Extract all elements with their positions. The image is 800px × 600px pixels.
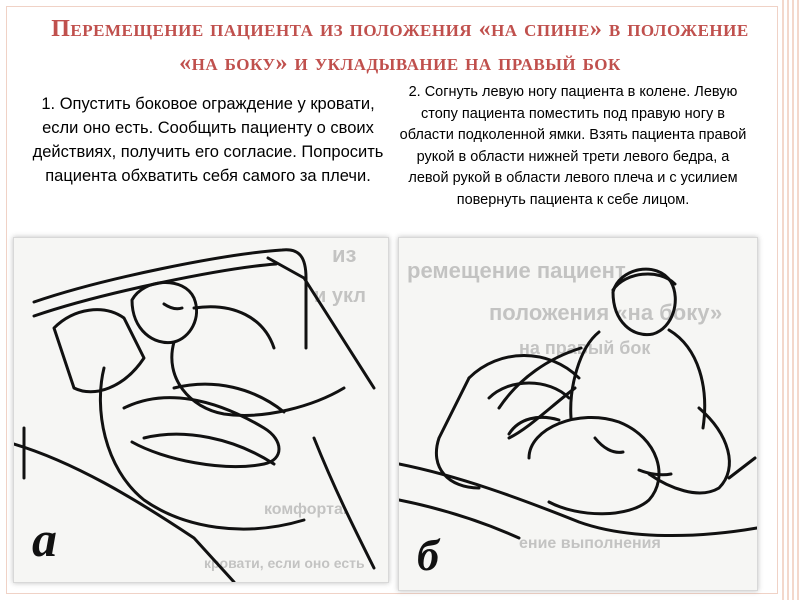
bleed-text: комфорта. bbox=[264, 501, 348, 518]
illustration-a bbox=[13, 237, 389, 583]
bleed-text: кровати, если оно есть bbox=[204, 555, 365, 571]
patient-in-bed-drawing bbox=[14, 238, 388, 582]
illustration-b bbox=[398, 237, 758, 591]
nurse-turning-patient-drawing bbox=[399, 238, 757, 590]
bleed-text: на правый бок bbox=[519, 338, 651, 358]
slide-title: Перемещение пациента из положения «на спине» в положение «на боку» и укладывание на правый бок bbox=[51, 16, 749, 76]
figure-letter-b: б bbox=[417, 531, 439, 580]
bleed-text: положения «на боку» bbox=[489, 300, 723, 325]
bleed-text: ение выполнения bbox=[519, 535, 661, 552]
bleed-text: из bbox=[332, 242, 357, 267]
bleed-text: и укл bbox=[314, 285, 366, 307]
figure-letter-a: а bbox=[32, 511, 57, 567]
bleed-text: ремещение пациент bbox=[407, 258, 626, 283]
step-1-text: 1. Опустить боковое ограждение у кровати, если оно есть. Сообщить пациенту о своих действиях, получить его согласие. Попросить пациента обхватить себя самого за плечи. bbox=[32, 95, 384, 185]
step-2-text: 2. Согнуть левую ногу пациента в колене. Левую стопу пациента поместить под правую ногу в области подколенной ямки. Взять пациента правой рукой в области нижней трети левого бедра, а левой рукой в области левого плеча и с усилием повернуть пациента к себе лицом. bbox=[399, 84, 747, 208]
decorative-side-border bbox=[782, 0, 800, 600]
